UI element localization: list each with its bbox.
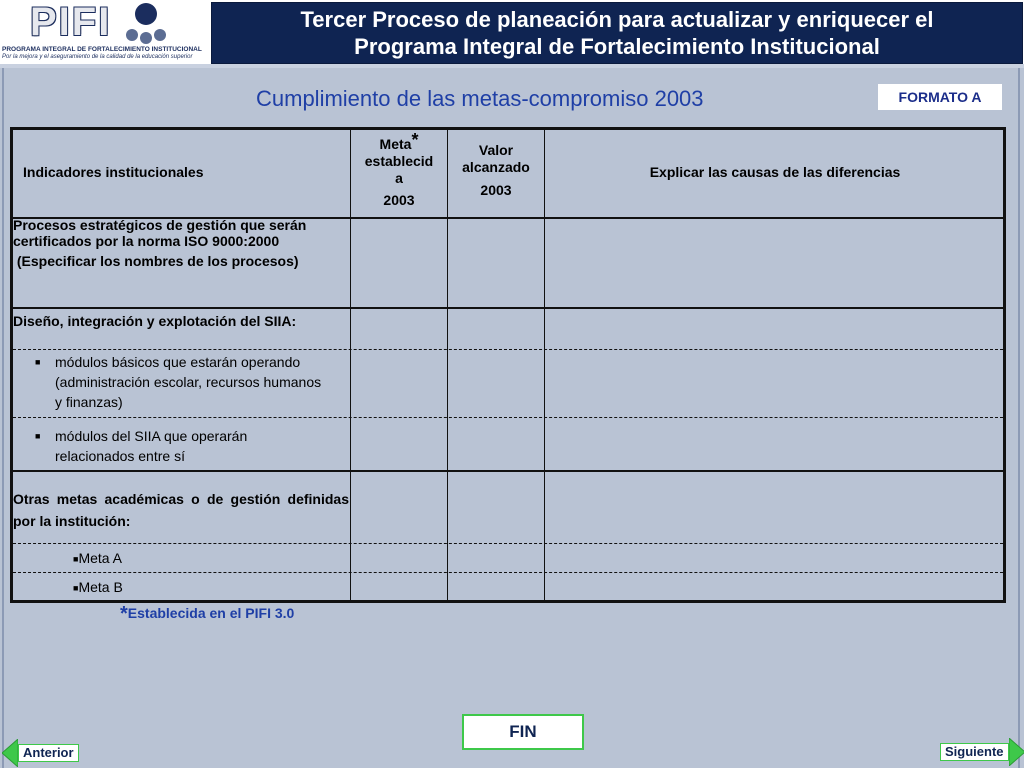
title-line-1: Tercer Proceso de planeación para actualizar y enriquecer el [300,7,934,32]
col-divider [544,130,545,600]
bullet-icon: ■ [73,583,79,593]
slide-title [211,2,1023,64]
pifi-logo [0,0,210,66]
row-meta-b: ■Meta B [73,579,123,595]
logo-tagline: Por la mejora y el aseguramiento de la calidad de la educación superior [2,54,193,60]
logo-wordmark: PIFI [30,0,112,44]
header-meta: Meta* establecid a 2003 [364,130,434,208]
row-procesos: Procesos estratégicos de gestión que serán certificados por la norma ISO 9000:2000 (Especificar los nombres de los procesos) [13,217,307,269]
siguiente-label: Siguiente [940,743,1009,761]
arrow-right-icon [1009,738,1024,766]
header-indicadores: Indicadores institucionales [23,164,204,180]
bullet-icon: ■ [35,431,41,441]
row-siia-title: Diseño, integración y explotación del SIIA: [13,313,297,329]
row-siia-item-1: ■ módulos básicos que estarán operando (administración escolar, recursos humanos y finanzas) [35,354,322,410]
header [0,0,1024,66]
footnote: *Establecida en el PIFI 3.0 [120,603,295,625]
row-dashed-divider [13,572,1003,573]
logo-caption: PROGRAMA INTEGRAL DE FORTALECIMIENTO INSTITUCIONAL [2,46,202,53]
arrow-left-icon [2,739,18,767]
formato-badge: FORMATO A [878,84,1002,110]
row-meta-a: ■Meta A [73,550,123,566]
header-valor: Valor alcanzado 2003 [462,142,530,198]
logo-dots-icon [124,2,168,46]
header-explicar: Explicar las causas de las diferencias [649,164,901,180]
row-divider [13,307,1003,309]
row-siia-item-2: ■ módulos del SIIA que operarán relacionados entre sí [35,428,248,464]
metas-table [10,127,1006,603]
row-divider [13,470,1003,472]
row-dashed-divider [13,543,1003,544]
title-line-2: Programa Integral de Fortalecimiento Institucional [354,34,880,59]
bullet-icon: ■ [35,357,41,367]
anterior-button[interactable] [2,738,79,768]
siguiente-button[interactable] [940,737,1024,767]
row-dashed-divider [13,417,1003,418]
section-subtitle: Cumplimiento de las metas-compromiso 2003 [256,86,704,111]
anterior-label: Anterior [18,744,79,762]
row-otras-title: Otras metas académicas o de gestión definidas por la institución: [13,491,349,529]
fin-button[interactable]: FIN [462,714,584,750]
bullet-icon: ■ [73,554,79,564]
row-dashed-divider [13,349,1003,350]
